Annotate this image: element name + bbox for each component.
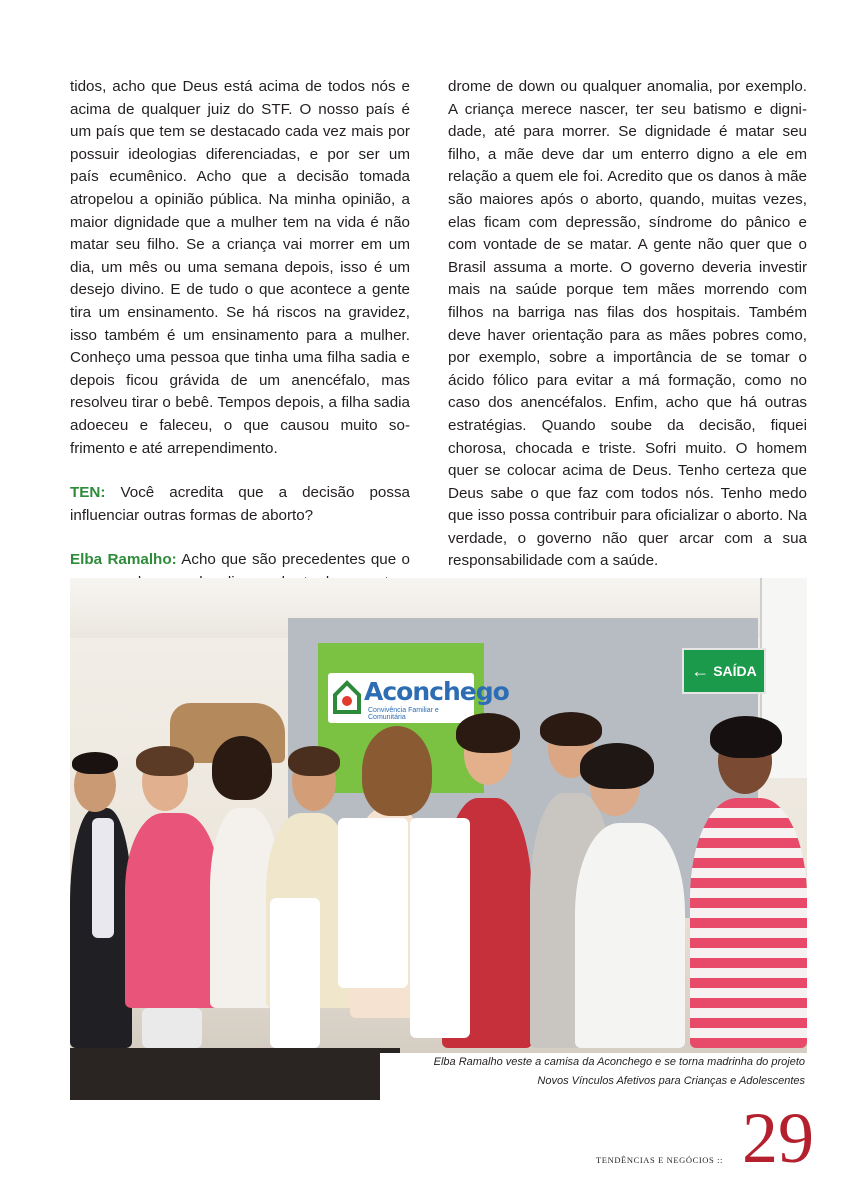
- answer-text-continued: drome de down ou qualquer anomalia, por exemplo. A criança merece nascer, ter seu batismo e dignidade, até para morrer. Se dignidade é matar seu filho, a mãe deve dar um enterro digno a ele em relação a quem ele foi. Acredito que os danos à mãe são maiores após o aborto, quando, muitas vezes, elas ficam com depressão, síndrome do pânico e com vontade de se matar. A gente não quer que o Brasil assuma a morte. O governo deveria investir mais na saúde porque tem mães morrendo com filhos na barriga nas filas dos hospitais. Também deve haver orientação para as mães pobres como, por exemplo, sobre a importância de se tomar o ácido fólico para evitar a má formação, como no caso dos anencéfalos. Enfim, acho que há outras estratégias. Quando soube da decisão, fiquei chorosa, chocada e triste. Sofri muito. O homem quer se colocar acima de Deus. Tenho certeza que Deus sabe o que faz com todos nós. Tenho medo que isso possa contribuir para oficializar o aborto. Na verdade, o governo não quer arcar com a sua responsabilidade com a saúde.: [448, 78, 807, 570]
- house-logo-icon: [332, 679, 362, 715]
- exit-sign: [682, 648, 766, 694]
- exit-sign-label: SAÍDA: [713, 663, 757, 679]
- article-column-right: [448, 76, 807, 573]
- arrow-left-icon: ←: [691, 660, 710, 681]
- paragraph-opening: tidos, acho que Deus está acima de todos nós e acima de qualquer juiz do STF. O nosso país é um país que tem se destacado cada vez mais por possuir ideologias diferenciadas, e por ser um país ecumênico. Acho que a decisão tomada atropelou a opinião pública. Na minha opinião, a maior dignidade que a mulher tem na vida é não matar seu filho. Se a criança vai morrer em um dia, um mês ou uma semana depois, isso é um desejo divino. E de tudo o que acontece a gente tira um ensinamento. Se há riscos na gravidez, isso também é um ensinamento para a mulher. Conheço uma pessoa que tinha uma filha sadia e depois ficou grávida de um anencéfalo, mas resolveu tirar o bebê. Tempos depois, a filha sadia adoeceu e faleceu, o que causou muito sofrimento e até arrependimento.: [70, 78, 410, 457]
- banner-title: Aconchego: [364, 677, 509, 706]
- page-number: 29: [742, 1098, 814, 1178]
- speaker-ten: TEN:: [70, 484, 106, 502]
- answer-text-start: Acho que são precedentes que o: [181, 551, 410, 569]
- banner-subtitle: Convivência Familiar e Comunitária: [368, 707, 439, 721]
- question-paragraph: [70, 482, 410, 527]
- table-foreground: [70, 1048, 400, 1100]
- group-photo: [70, 578, 807, 1100]
- banner-logo-area: [328, 673, 509, 723]
- caption-line-1: Elba Ramalho veste a camisa da Aconchego e se torna madrinha do projeto: [433, 1056, 805, 1068]
- magazine-footer: TENDÊNCIAS E NEGÓCIOS ::: [596, 1155, 724, 1165]
- speaker-elba: Elba Ramalho:: [70, 551, 177, 569]
- photo-caption: [380, 1053, 807, 1101]
- caption-line-2: Novos Vínculos Afetivos para Crianças e Adolescentes: [537, 1075, 805, 1087]
- question-text: Você acredita que a decisão possa influenciar outras formas de aborto?: [70, 484, 410, 524]
- article-column-left: [70, 76, 410, 617]
